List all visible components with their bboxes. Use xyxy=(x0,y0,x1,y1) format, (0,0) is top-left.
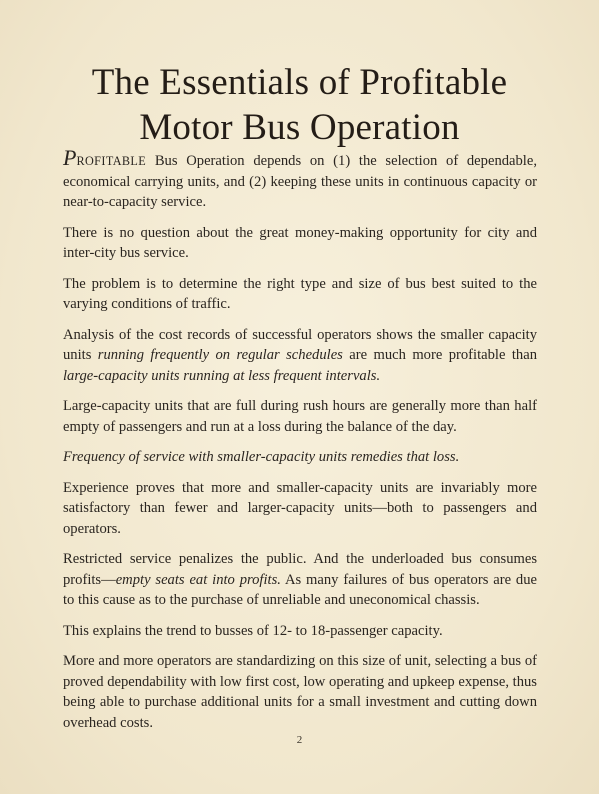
paragraph-2: There is no question about the great money-making opportunity for city and inter-city bus service. xyxy=(63,224,537,262)
paragraph-4-emphasis-2: large-capacity units running at less frequent intervals. xyxy=(63,367,381,384)
paragraph-4-part-a: Analysis of the cost records of successful operators shows the smaller capacity units xyxy=(63,326,537,364)
paragraph-6-emphasis: Frequency of service with smaller-capacity units remedies that loss. xyxy=(63,449,460,466)
page-number: 2 xyxy=(296,734,303,746)
page-title xyxy=(0,60,599,150)
paragraph-9: This explains the trend to busses of 12- to 18-passenger capacity. xyxy=(63,622,443,639)
paragraph-7: Experience proves that more and smaller-capacity units are invariably more satisfactory than fewer and larger-capacity units—both to passengers and operators. xyxy=(63,479,537,537)
title-line-2: Motor Bus Operation xyxy=(139,107,460,148)
paragraph-1-text: Bus Operation depends on (1) the selection of dependable, economical carrying units, and (2) keeping these units in continuous capacity or near-to-capacity service. xyxy=(63,153,537,211)
paragraph-5: Large-capacity units that are full during rush hours are generally more than half empty of passengers and run at a loss during the balance of the day. xyxy=(63,398,537,435)
title-line-1: The Essentials of Profitable xyxy=(91,62,508,103)
paragraph-6 xyxy=(63,447,537,468)
paragraph-1 xyxy=(63,145,537,213)
paragraph-8-part-a: Restricted service penalizes the public. And the underloaded bus consumes profits— xyxy=(63,551,537,588)
paragraph-8 xyxy=(63,549,537,611)
paragraph-3: The problem is to determine the right type and size of bus best suited to the varying conditions of traffic. xyxy=(63,275,537,313)
body-text xyxy=(63,145,537,733)
paragraph-4 xyxy=(63,325,537,387)
paragraph-10: More and more operators are standardizing on this size of unit, selecting a bus of proved dependability with low first cost, low operating and upkeep expense, thus being able to purchase additional units for a small investment and cutting down overhead costs. xyxy=(63,653,537,731)
small-caps-word: ROFITABLE xyxy=(76,154,147,168)
drop-cap: P xyxy=(63,145,77,170)
paragraph-4-part-c: are much more profitable than xyxy=(342,347,537,364)
paragraph-8-part-c: As many failures of bus operators are due to this cause as to the purchase of unreliable and uneconomical chassis. xyxy=(63,571,537,609)
paragraph-8-emphasis: empty seats eat into profits. xyxy=(115,571,281,588)
paragraph-4-emphasis-1: running frequently on regular schedules xyxy=(97,347,343,364)
